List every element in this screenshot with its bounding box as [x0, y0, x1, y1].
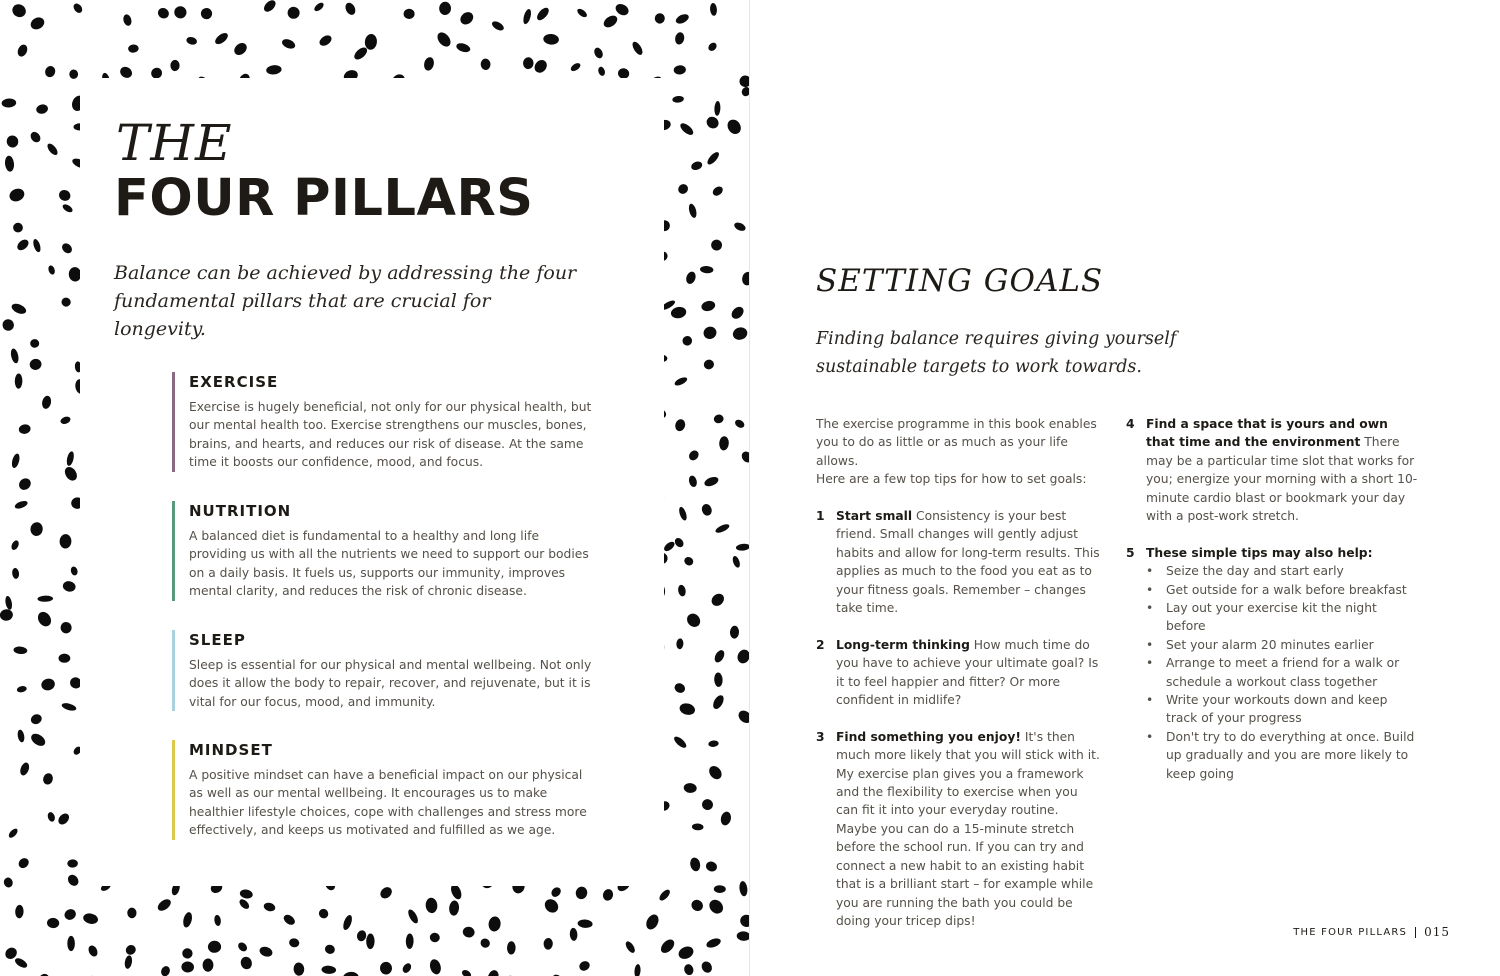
decorative-dot [676, 638, 684, 649]
decorative-dot [10, 2, 28, 20]
decorative-dot [11, 453, 21, 469]
decorative-dot [423, 56, 436, 72]
decorative-dot [239, 955, 253, 970]
decorative-dot [678, 506, 688, 521]
text-column-left [816, 415, 1102, 949]
decorative-dot [729, 304, 746, 321]
decorative-dot [480, 58, 490, 70]
decorative-dot [321, 965, 336, 974]
decorative-dot [634, 964, 641, 976]
decorative-dot [317, 907, 330, 920]
decorative-dot [61, 203, 74, 214]
pillar-mindset [172, 740, 599, 840]
decorative-dot [673, 65, 686, 75]
decorative-dot [10, 348, 20, 364]
decorative-dot [730, 626, 740, 639]
decorative-dot [124, 955, 133, 970]
footer-section-label: THE FOUR PILLARS [1293, 926, 1408, 938]
decorative-dot [61, 702, 77, 712]
pillar-title: MINDSET [189, 741, 273, 759]
decorative-dot [692, 823, 704, 830]
decorative-dot [670, 306, 687, 320]
decorative-dot [486, 969, 500, 976]
decorative-dot [29, 130, 43, 144]
intro-text: Balance can be achieved by addressing the four fundamental pillars that are crucial for longevity. [114, 262, 577, 340]
decorative-dot [522, 8, 533, 25]
decorative-dot [576, 7, 589, 19]
decorative-dot [678, 121, 695, 137]
decorative-dot [658, 937, 676, 955]
decorative-dot [15, 373, 23, 388]
decorative-dot [673, 536, 685, 549]
decorative-dot [342, 914, 354, 931]
tip-body: How much time do you have to achieve your ultimate goal? Is it to feel happier and fitter? Or more confident in midlife? [836, 637, 1099, 708]
decorative-dot [674, 12, 690, 25]
decorative-dot [17, 729, 26, 743]
decorative-dot [705, 860, 719, 873]
decorative-dot [602, 13, 620, 30]
decorative-dot [569, 62, 581, 73]
decorative-dot [435, 30, 453, 49]
decorative-dot [713, 649, 727, 665]
page-number: 015 [1424, 925, 1450, 939]
decorative-dot [4, 595, 13, 610]
decorative-dot [42, 772, 54, 786]
decorative-dot [631, 40, 645, 56]
decorative-dot [542, 896, 561, 915]
decorative-dot [461, 968, 473, 976]
decorative-dot [343, 1, 357, 16]
bullet-item: • Seize the day and start early [1146, 562, 1420, 580]
decorative-dot [82, 912, 99, 925]
decorative-dot [8, 186, 27, 203]
decorative-dot [3, 876, 14, 888]
tip-body: It's then much more likely that you will stick with it. My exercise plan gives you a framework and the flexibility to exercise when you can fit it into your everyday routine. Maybe you can do a 15-minute stretch before the school run. If you can try and connect a new habit to an existing habit that is a brilliant start – for example while you are running the bath you could be doing your tricep dips! [836, 729, 1100, 928]
decorative-dot [128, 44, 139, 53]
decorative-dot [46, 811, 56, 822]
decorative-dot [700, 299, 716, 312]
decorative-dot [690, 160, 703, 171]
decorative-dot [47, 265, 56, 276]
bullet-item: • Arrange to meet a friend for a walk or schedule a workout class together [1146, 654, 1420, 691]
decorative-dot [658, 888, 672, 902]
decorative-dot [0, 608, 14, 621]
pillar-body: Sleep is essential for our physical and mental wellbeing. Not only does it allow the body to repair, recover, and rejuvenate, but it is vital for our focus, mood, and immunity. [189, 658, 592, 709]
decorative-dot [490, 19, 505, 32]
decorative-dot [705, 937, 722, 950]
section-title: SETTING GOALS [816, 263, 1104, 299]
decorative-dot [17, 856, 31, 870]
decorative-dot [11, 567, 19, 579]
decorative-dot [170, 60, 179, 71]
pillar-title: SLEEP [189, 631, 246, 649]
pillar-title: NUTRITION [189, 502, 292, 520]
decorative-dot [29, 731, 48, 748]
decorative-dot [479, 937, 492, 950]
decorative-dot [356, 929, 367, 942]
decorative-dot [32, 238, 42, 253]
decorative-dot [10, 302, 28, 316]
decorative-dot [18, 423, 31, 434]
tip-number: 1 [816, 509, 825, 524]
decorative-dot [710, 3, 718, 16]
pillar-exercise [172, 372, 599, 472]
decorative-dot [62, 465, 79, 483]
decorative-dot [318, 33, 334, 48]
decorative-dot [57, 188, 72, 203]
decorative-dot [1, 98, 16, 108]
decorative-dot [700, 503, 713, 517]
decorative-dot [17, 476, 33, 492]
decorative-dot [30, 339, 40, 348]
decorative-dot [672, 735, 688, 750]
decorative-dot [35, 103, 49, 115]
decorative-dot [734, 418, 746, 429]
tip-heading: These simple tips may also help: [1146, 545, 1373, 560]
decorative-dot [60, 296, 72, 308]
intro-paragraph: The exercise programme in this book enables you to do as little or as much as your life allows. Here are a few top tips for how to set goals: [816, 417, 1097, 487]
decorative-dot [1, 317, 16, 332]
decorative-dot [674, 418, 687, 432]
bullet-item: • Write your workouts down and keep track of your progress [1146, 691, 1420, 728]
decorative-dot [324, 943, 336, 955]
decorative-dot [707, 897, 726, 916]
decorative-dot [704, 114, 721, 131]
decorative-dot [47, 918, 60, 929]
decorative-dot [700, 266, 714, 274]
tip-heading: Start small [836, 509, 913, 524]
decorative-dot [593, 46, 605, 59]
decorative-dot [674, 31, 685, 45]
decorative-dot [714, 885, 726, 893]
decorative-dot [62, 580, 77, 593]
decorative-dot [41, 395, 52, 410]
decorative-dot [708, 740, 719, 748]
decorative-dot [66, 873, 81, 888]
decorative-dot [4, 155, 15, 172]
tip-number: 4 [1126, 417, 1135, 431]
pillar-nutrition [172, 501, 599, 601]
decorative-dot [688, 203, 698, 219]
decorative-dot [701, 798, 715, 812]
decorative-dot [282, 913, 297, 927]
decorative-dot [403, 9, 414, 20]
bullet-item: • Set your alarm 20 minutes earlier [1146, 636, 1420, 654]
decorative-dot [28, 357, 42, 371]
decorative-dot [236, 941, 248, 953]
decorative-dot [380, 962, 393, 975]
decorative-dot [232, 41, 249, 58]
pillar-body: Exercise is hugely beneficial, not only for our physical health, but our mental health too. Exercise strengthens our muscles, bones, brains, and hearts, and reduces our risk of disease. At the same time it boosts our confidence, mood, and focus. [189, 400, 592, 470]
decorative-dot [719, 811, 732, 827]
decorative-dot [239, 889, 253, 900]
decorative-dot [574, 885, 588, 900]
decorative-dot [378, 885, 394, 901]
tip-heading: Find something you enjoy! [836, 729, 1021, 744]
decorative-dot [733, 221, 747, 233]
decorative-dot [46, 142, 60, 157]
decorative-dot [59, 415, 71, 425]
decorative-dot [532, 58, 549, 76]
decorative-dot [654, 12, 666, 24]
page-title-line1: THE [116, 114, 233, 172]
decorative-dot [186, 36, 198, 46]
tip-body: There may be a particular time slot that works for you; energize your morning with a short 10-minute cardio blast or bookmark your day with a post-work stretch. [1146, 435, 1418, 524]
decorative-dot [644, 912, 661, 931]
decorative-dot [287, 6, 300, 19]
decorative-dot [731, 326, 749, 342]
decorative-dot [507, 941, 516, 954]
tip-heading: Long-term thinking [836, 637, 970, 652]
decorative-dot [673, 682, 687, 695]
decorative-dot [676, 182, 690, 196]
decorative-dot [122, 13, 133, 26]
decorative-dot [67, 936, 75, 951]
decorative-dot [709, 591, 726, 608]
tip-item [1126, 544, 1420, 562]
decorative-dot [60, 241, 74, 255]
decorative-dot [181, 961, 195, 973]
decorative-dot [711, 693, 726, 710]
decorative-dot [208, 941, 222, 953]
decorative-dot [624, 940, 637, 954]
tip-heading: Find a space that is yours and own that time and the environment [1146, 417, 1388, 450]
decorative-dot [37, 595, 53, 602]
decorative-dot [709, 238, 724, 253]
decorative-dot [13, 956, 28, 969]
decorative-dot [13, 222, 23, 232]
decorative-dot [714, 101, 721, 116]
decorative-dot [288, 937, 300, 948]
tip-number: 3 [816, 729, 825, 744]
decorative-dot [688, 475, 698, 488]
footer-divider [1415, 927, 1416, 938]
decorative-dot [725, 117, 744, 137]
pillar-title: EXERCISE [189, 373, 279, 391]
decorative-dot [597, 66, 606, 77]
decorative-dot [30, 522, 44, 537]
decorative-dot [87, 944, 100, 958]
pillar-body: A balanced diet is fundamental to a healthy and long life providing us with all the nutrients we need to support our bodies on a daily basis. It fuels us, supports our immunity, improves mental clarity, and reduces the risk of chronic disease. [189, 529, 589, 599]
decorative-dot [578, 959, 592, 972]
decorative-dot [401, 962, 413, 975]
decorative-dot [406, 908, 420, 925]
tips-bullet-list [1126, 562, 1420, 783]
decorative-dot [293, 962, 305, 976]
decorative-dot [543, 938, 553, 950]
decorative-dot [687, 449, 701, 463]
decorative-dot [677, 584, 686, 597]
bullet-item: • Don't try to do everything at once. Build up gradually and you are more likely to keep going [1146, 728, 1420, 783]
decorative-dot [569, 928, 577, 941]
text-column-right [1126, 415, 1420, 783]
decorative-dot [684, 611, 703, 630]
decorative-dot [683, 555, 695, 567]
decorative-dot [462, 926, 476, 939]
decorative-dot [672, 95, 684, 103]
decorative-dot [703, 475, 720, 488]
decorative-dot [29, 15, 47, 32]
decorative-dot [213, 31, 230, 46]
running-footer [1293, 925, 1450, 939]
decorative-dot [59, 534, 71, 549]
decorative-dot [549, 885, 562, 898]
decorative-dot [44, 65, 57, 79]
decorative-dot [488, 916, 502, 932]
decorative-dot [156, 6, 171, 20]
decorative-dot [707, 764, 725, 782]
decorative-dot [182, 911, 194, 928]
decorative-dot [550, 973, 564, 976]
pillar-sleep [172, 630, 599, 711]
decorative-dot [16, 685, 27, 693]
tip-item [816, 728, 1102, 930]
decorative-dot [13, 646, 27, 655]
decorative-dot [16, 43, 29, 58]
decorative-dot [673, 376, 688, 388]
decorative-dot [366, 933, 375, 949]
tip-body: Consistency is your best friend. Small changes will gently adjust habits and allow for long-term results. This applies as much to the food you eat as to your fitness goals. Remember – changes take time. [836, 509, 1100, 616]
decorative-dot [63, 907, 78, 922]
decorative-dot [7, 827, 19, 839]
bullet-item: • Get outside for a walk before breakfast [1146, 581, 1420, 599]
right-page [750, 0, 1500, 976]
decorative-dot [543, 33, 559, 45]
decorative-dot [66, 451, 76, 467]
decorative-dot [702, 325, 719, 341]
bullet-item: • Lay out your exercise kit the night before [1146, 599, 1420, 636]
decorative-dot [15, 905, 24, 919]
decorative-dot [602, 888, 615, 902]
decorative-dot [455, 42, 471, 54]
decorative-dot [736, 648, 750, 665]
decorative-dot [266, 64, 282, 75]
decorative-dot [60, 621, 72, 633]
decorative-dot [14, 500, 29, 511]
tip-number: 2 [816, 637, 825, 652]
decorative-dot [19, 761, 31, 776]
decorative-dot [689, 898, 705, 914]
decorative-dot [685, 270, 698, 285]
decorative-dot [313, 1, 325, 13]
decorative-dot [262, 0, 278, 14]
decorative-dot [156, 897, 173, 913]
decorative-dot [683, 963, 695, 976]
decorative-dot [343, 971, 359, 976]
decorative-dot [56, 811, 71, 826]
page-title-line2: FOUR PILLARS [114, 169, 534, 228]
decorative-dot [714, 672, 723, 687]
decorative-dot [614, 2, 631, 18]
section-subtitle: Finding balance requires giving yourself sustainable targets to work towards. [816, 329, 1177, 377]
decorative-dot [29, 712, 43, 726]
decorative-dot [181, 947, 195, 961]
decorative-dot [425, 897, 438, 913]
decorative-dot [67, 859, 78, 867]
decorative-dot [700, 960, 714, 975]
decorative-dot [124, 943, 138, 957]
decorative-dot [523, 57, 534, 69]
decorative-dot [683, 782, 697, 793]
decorative-dot [662, 540, 676, 553]
decorative-dot [172, 4, 189, 21]
decorative-dot [719, 436, 730, 451]
decorative-dot [59, 654, 71, 663]
decorative-dot [127, 908, 136, 919]
pillar-body: A positive mindset can have a beneficial impact on our physical as well as our mental wellbeing. It encourages us to make healthier lifestyle choices, cope with challenges and stress more effectively, and keeps us motivated and fulfilled as we age. [189, 768, 587, 838]
decorative-dot [711, 185, 725, 198]
decorative-dot [713, 413, 725, 424]
decorative-dot [70, 566, 79, 576]
decorative-dot [35, 609, 53, 628]
decorative-dot [214, 914, 222, 926]
decorative-dot [258, 945, 274, 958]
decorative-dot [200, 7, 212, 19]
decorative-dot [678, 702, 696, 717]
decorative-dot [677, 944, 696, 961]
decorative-dot [458, 10, 476, 27]
decorative-dot [707, 41, 719, 53]
decorative-dot [577, 919, 593, 928]
decorative-dot [714, 523, 730, 535]
decorative-dot [428, 958, 442, 976]
decorative-dot [739, 881, 749, 897]
decorative-dot [5, 134, 20, 149]
tip-number: 5 [1126, 545, 1135, 560]
decorative-dot [681, 335, 693, 347]
decorative-dot [406, 933, 414, 949]
decorative-dot [40, 677, 56, 692]
decorative-dot [689, 857, 701, 873]
decorative-dot [160, 965, 172, 976]
decorative-dot [263, 901, 277, 912]
decorative-dot [281, 37, 297, 50]
decorative-dot [202, 958, 213, 972]
decorative-dot [69, 69, 78, 79]
decorative-dot [72, 2, 84, 15]
decorative-dot [15, 237, 30, 252]
decorative-dot [535, 6, 551, 23]
tip-item [816, 507, 1102, 617]
decorative-dot [736, 543, 750, 551]
decorative-dot [238, 898, 251, 911]
decorative-dot [364, 33, 378, 50]
decorative-dot [10, 539, 20, 551]
tip-item [1126, 415, 1420, 525]
decorative-dot [736, 931, 750, 941]
decorative-dot [429, 932, 440, 943]
decorative-dot [736, 708, 750, 725]
decorative-dot [703, 358, 715, 370]
tip-item [816, 636, 1102, 710]
decorative-dot [731, 555, 741, 569]
decorative-dot [706, 150, 721, 166]
decorative-dot [449, 900, 460, 916]
decorative-dot [439, 2, 451, 16]
